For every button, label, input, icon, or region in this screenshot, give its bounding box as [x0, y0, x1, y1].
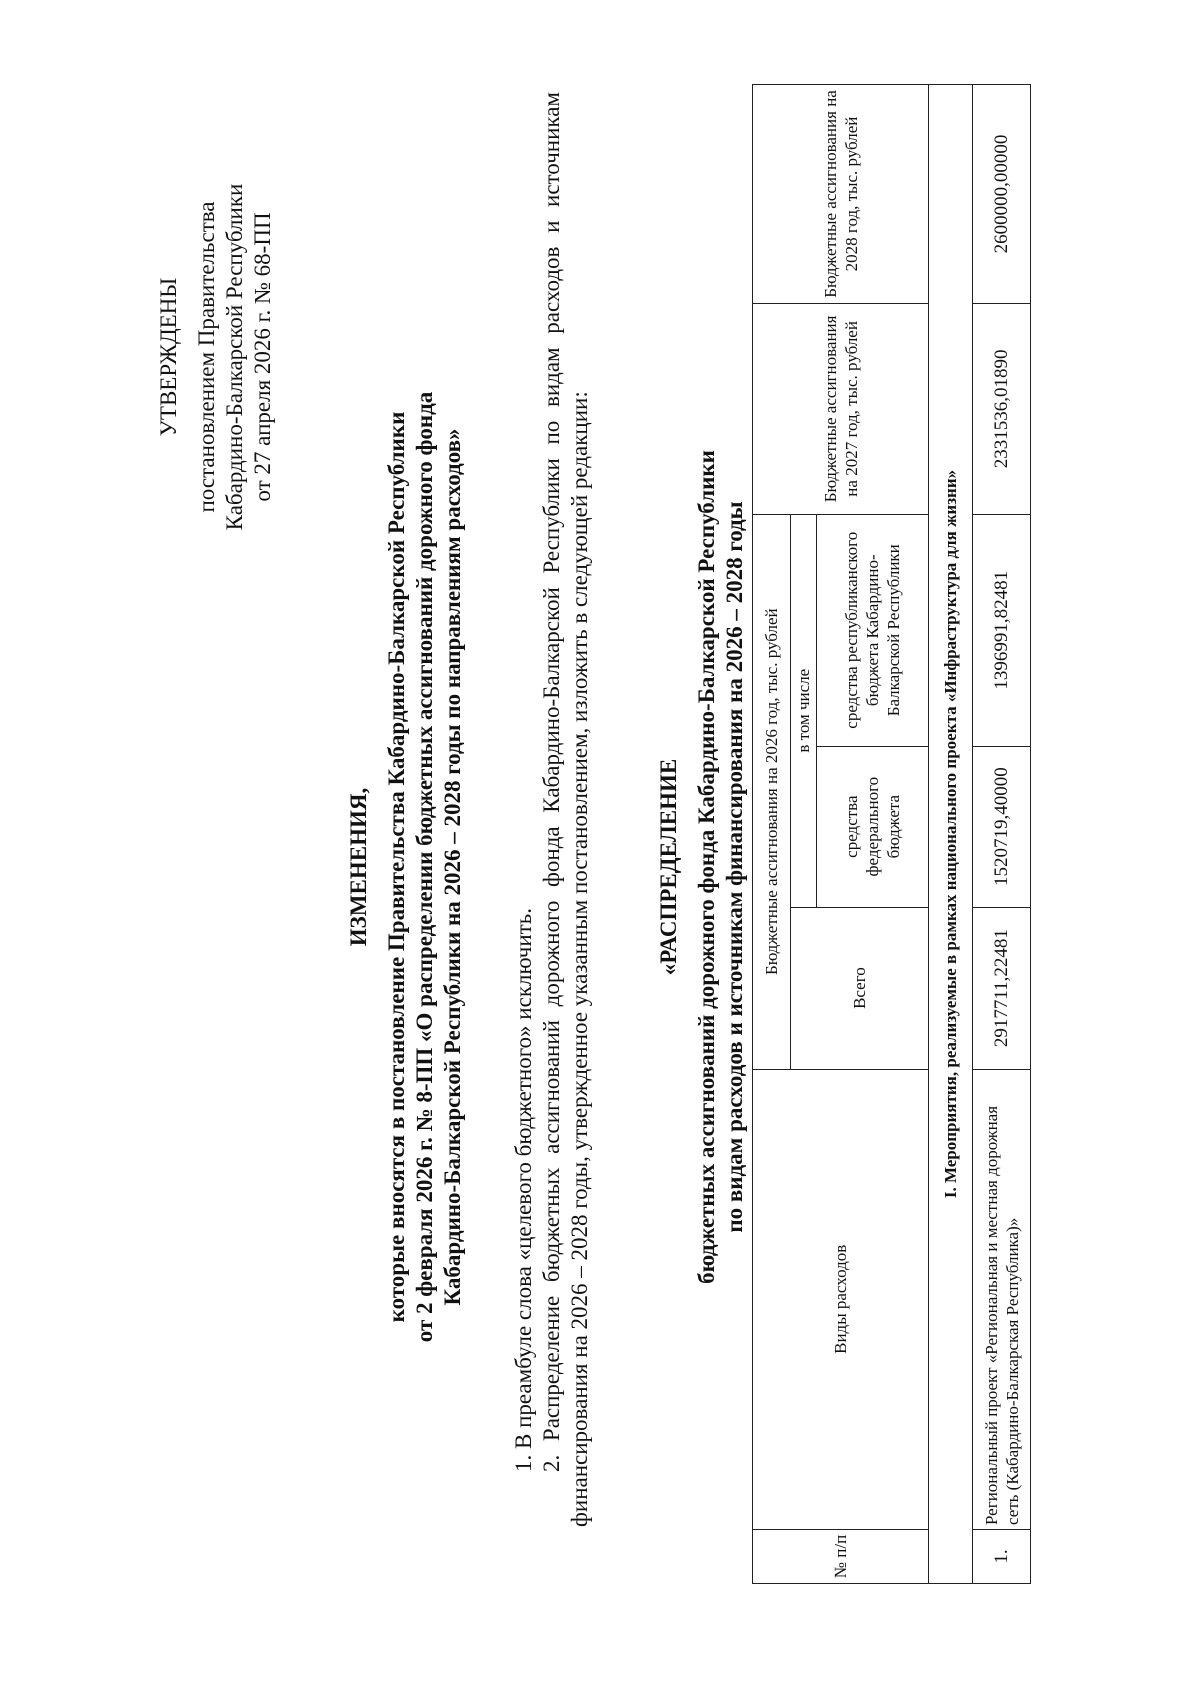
- paragraph-1: 1. В преамбуле слова «целевого бюджетного» исключить.: [511, 908, 536, 1472]
- header-kind: Виды расходов: [753, 1069, 929, 1530]
- row-total: 2917711,22481: [973, 907, 1031, 1069]
- budget-table: [752, 84, 1031, 1584]
- distribution-title: [655, 147, 749, 1587]
- amendment-paragraphs: [510, 92, 594, 1527]
- section-row: I. Мероприятия, реализуемые в рамках национального проекта «Инфраструктура для жизни»: [929, 85, 973, 1584]
- title-heading: ИЗМЕНЕНИЯ,: [346, 787, 371, 947]
- approval-line-2: Кабардино-Балкарской Республики: [222, 183, 247, 531]
- header-2026: Бюджетные ассигнования на 2026 год, тыс. рублей: [753, 514, 791, 1069]
- header-num: № п/п: [753, 1530, 929, 1584]
- row-2027: 2331536,01890: [973, 303, 1031, 514]
- row-2028: 2600000,00000: [973, 85, 1031, 304]
- header-2027: Бюджетные ассигнования на 2027 год, тыс. рублей: [753, 303, 929, 514]
- approval-heading: УТВЕРЖДЕНЫ: [156, 277, 181, 437]
- row-num: 1.: [973, 1530, 1031, 1584]
- distribution-line-3: по видам расходов и источникам финансирования на 2026 – 2028 годы: [722, 501, 747, 1233]
- header-2028: Бюджетные ассигнования на 2028 год, тыс. рублей: [753, 85, 929, 304]
- document-title: [345, 147, 467, 1587]
- approval-line-3: от 27 апреля 2026 г. № 68-ПП: [250, 212, 275, 502]
- header-including: в том числе: [791, 514, 817, 907]
- approval-line-1: постановлением Правительства: [194, 201, 219, 513]
- table-row: [973, 85, 1031, 1584]
- approval-block: [155, 127, 277, 587]
- header-total: Всего: [791, 907, 929, 1069]
- row-federal: 1520719,40000: [973, 746, 1031, 907]
- paragraph-2: 2. Распределение бюджетных ассигнований дорожного фонда Кабардино-Балкарской Республики по видам расходов и источникам финансирования на 2026 – 2028 годы, утвержденное указанным постановлением, изложить в следующей редакции:: [539, 92, 592, 1527]
- row-republic: 1396991,82481: [973, 514, 1031, 746]
- distribution-line-2: бюджетных ассигнований дорожного фонда Кабардино-Балкарской Республики: [694, 450, 719, 1284]
- distribution-heading: «РАСПРЕДЕЛЕНИЕ: [656, 758, 681, 976]
- title-line-3: от 2 февраля 2026 г. № 8-ПП «О распределении бюджетных ассигнований дорожного фонда: [412, 391, 437, 1343]
- title-line-2: которые вносятся в постановление Правительства Кабардино-Балкарской Республики: [384, 411, 409, 1323]
- row-name: Региональный проект «Региональная и местная дорожная сеть (Кабардино-Балкарская Республика)»: [973, 1069, 1031, 1530]
- header-republic: средства республиканского бюджета Кабардино-Балкарской Республики: [817, 514, 929, 746]
- title-line-4: Кабардино-Балкарской Республики на 2026 – 2028 годы по направлениям расходов»: [440, 428, 465, 1306]
- header-federal: средства федерального бюджета: [817, 746, 929, 907]
